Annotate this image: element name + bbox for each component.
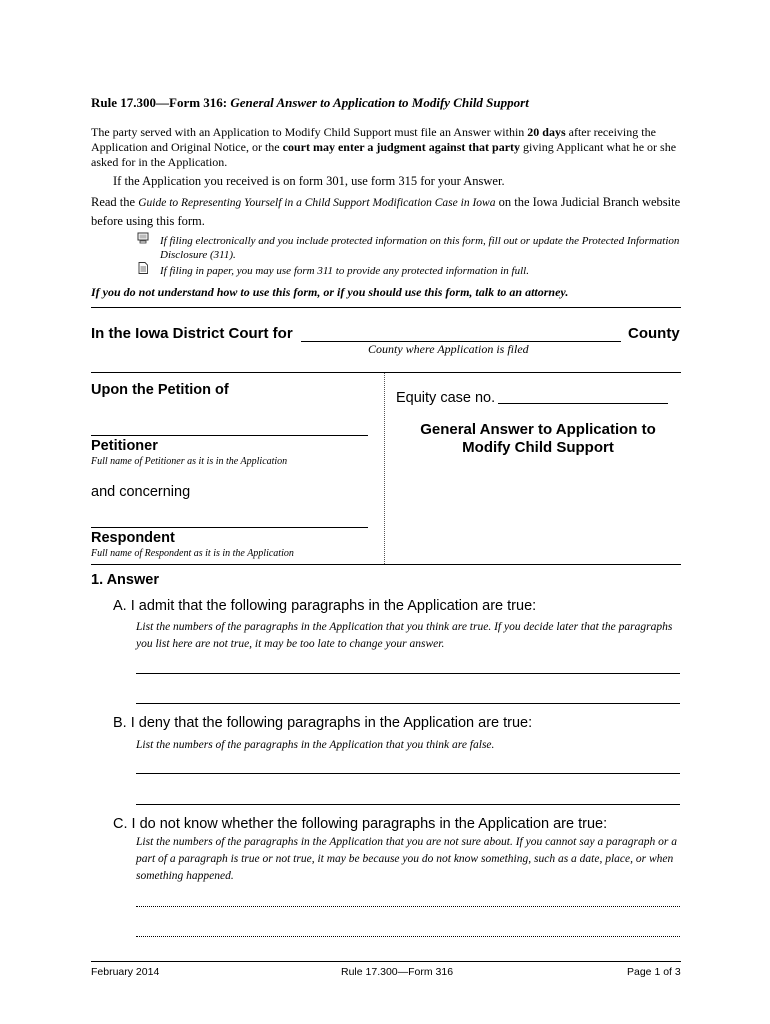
divider-top <box>91 307 681 308</box>
and-concerning-label: and concerning <box>91 484 191 500</box>
unknown-answer-line-1[interactable] <box>136 906 680 907</box>
equity-case-label: Equity case no. <box>396 390 496 406</box>
county-label: County <box>628 325 680 342</box>
unknown-answer-line-2[interactable] <box>136 936 680 937</box>
deny-answer-line-1[interactable] <box>136 773 680 774</box>
unknown-instructions: List the numbers of the paragraphs in the Application that you are not sure about. If you cannot say a paragraph or a part of a paragraph is true or not true, it may be because you do not know something, such as a date, place, or when something happened. <box>136 836 678 882</box>
petitioner-caption: Full name of Petitioner as it is in the Application <box>91 456 288 467</box>
deny-heading: B. I deny that the following paragraphs in the Application are true: <box>113 715 533 731</box>
paper-filing-note: If filing in paper, you may use form 311 to provide any protected information in full. <box>160 265 529 277</box>
county-caption: County where Application is filed <box>368 342 529 356</box>
caption-vertical-divider <box>384 373 385 564</box>
attorney-warning: If you do not understand how to use this form, or if you should use this form, talk to an attorney. <box>91 285 569 299</box>
divider-caption-bottom <box>91 564 681 565</box>
answer-heading: 1. Answer <box>91 572 159 588</box>
respondent-label: Respondent <box>91 530 175 546</box>
rule-title <box>91 95 529 111</box>
deny-answer-line-2[interactable] <box>136 804 680 805</box>
court-label: In the Iowa District Court for <box>91 325 293 342</box>
unknown-heading: C. I do not know whether the following paragraphs in the Application are true: <box>113 816 608 832</box>
upon-petition-label: Upon the Petition of <box>91 382 229 398</box>
petitioner-label: Petitioner <box>91 438 158 454</box>
divider-caption <box>91 372 681 373</box>
guide-paragraph: Read the Guide to Representing Yourself in a Child Support Modification Case in Iowa on the Iowa Judicial Branch website before using this form. <box>91 195 681 228</box>
electronic-filing-note: If filing electronically and you include protected information on this form, fill out or update the Protected Information Disclosure (311). <box>160 235 680 261</box>
rule-title-italic: General Answer to Application to Modify Child Support <box>230 95 529 110</box>
intro-paragraph: The party served with an Application to Modify Child Support must file an Answer within 20 days after receiving the Application and Original Notice, or the court may enter a judgment against that party giving Applicant what he or she asked for in the Application. <box>91 125 677 169</box>
footer-form: Rule 17.300—Form 316 <box>341 966 454 978</box>
footer-page: Page 1 of 3 <box>627 966 681 978</box>
form-title: General Answer to Application to Modify Child Support <box>420 421 656 456</box>
admit-answer-line-1[interactable] <box>136 673 680 674</box>
deny-instructions: List the numbers of the paragraphs in the Application that you think are false. <box>136 739 495 751</box>
respondent-caption: Full name of Respondent as it is in the Application <box>91 548 294 559</box>
admit-heading: A. I admit that the following paragraphs in the Application are true: <box>113 598 537 614</box>
admit-answer-line-2[interactable] <box>136 703 680 704</box>
guide-title: Guide to Representing Yourself in a Child Support Modification Case in Iowa <box>138 197 496 209</box>
form-315-note: If the Application you received is on form 301, use form 315 for your Answer. <box>113 174 505 188</box>
respondent-name-line[interactable] <box>91 527 368 528</box>
computer-icon <box>137 232 149 244</box>
petitioner-name-line[interactable] <box>91 435 368 436</box>
equity-case-input-line[interactable] <box>498 403 668 404</box>
footer-divider <box>91 961 681 962</box>
footer-date: February 2014 <box>91 966 160 978</box>
admit-instructions: List the numbers of the paragraphs in the Application that you think are true. If you decide later that the paragraphs you list here are not true, it may be too late to change your answer. <box>136 621 673 650</box>
rule-prefix: Rule 17.300—Form 316: <box>91 95 228 110</box>
paper-document-icon <box>137 262 149 274</box>
